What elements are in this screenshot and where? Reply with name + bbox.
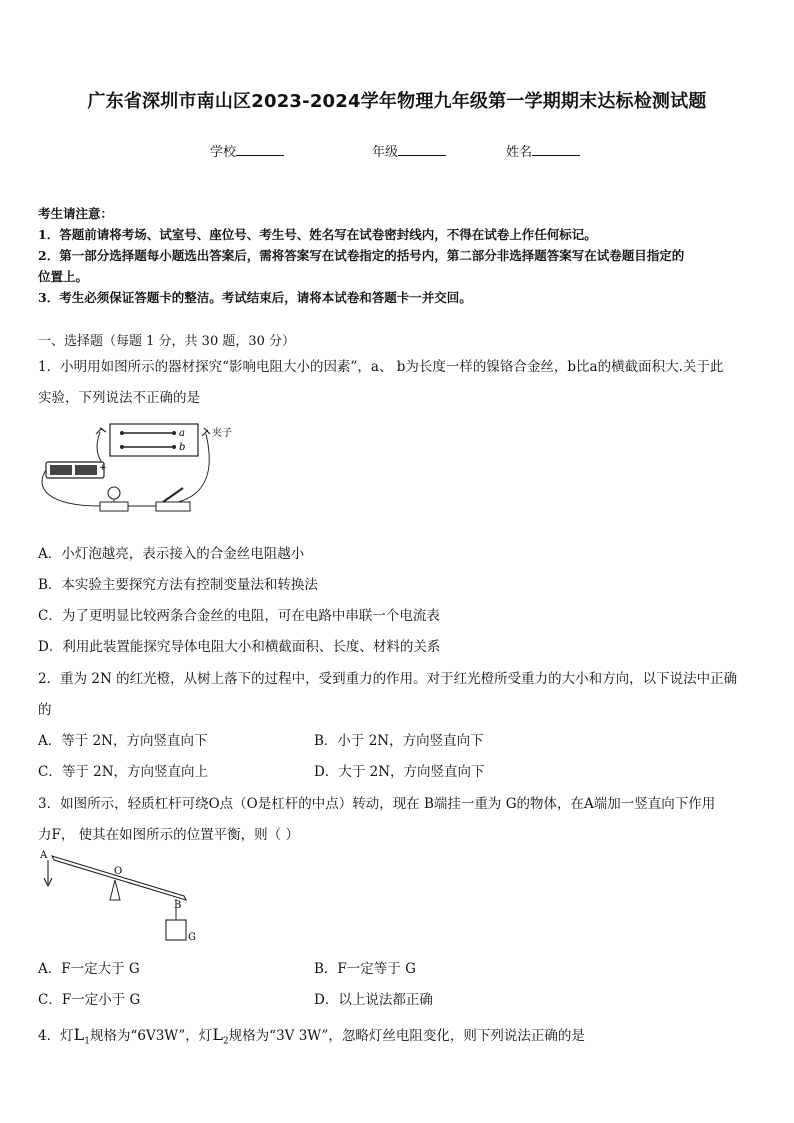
grade-blank — [398, 143, 446, 156]
clip-left — [96, 428, 106, 434]
name-label: 姓名 — [506, 145, 533, 160]
switch-base — [156, 502, 190, 511]
circuit-figure — [38, 418, 248, 518]
name-blank — [532, 143, 580, 156]
weight-block — [166, 920, 186, 940]
label-b: b — [179, 442, 186, 453]
school-field — [210, 141, 284, 160]
question-3-line: 3．如图所示，轻质杠杆可绕O点（O是杠杆的中点）转动，现在 B端挂一重为 G的物体，在A端加一竖直向下作用 — [38, 796, 716, 812]
school-label: 学校 — [210, 145, 237, 160]
fulcrum-icon — [110, 880, 120, 900]
school-blank — [236, 143, 284, 156]
lever-label-a: A — [40, 850, 48, 861]
label-a: a — [179, 428, 185, 439]
battery-cell-icon — [75, 465, 97, 475]
q2-option: C．等于 2N，方向竖直向上 — [38, 764, 209, 780]
q4-prefix: 4．灯 — [38, 1028, 74, 1044]
q3-option: C．F一定小于 G — [38, 992, 141, 1008]
q1-option: A．小灯泡越亮，表示接入的合金丝电阻越小 — [38, 546, 305, 562]
q2-option: B．小于 2N，方向竖直向下 — [314, 733, 484, 749]
question-2-line: 的 — [38, 702, 52, 718]
notice-heading: 考生请注意： — [38, 206, 114, 221]
clip-label: 夹子 — [212, 428, 232, 439]
q2-option: D．大于 2N，方向竖直向下 — [314, 764, 485, 780]
q4-sub-1: 1 — [84, 1036, 90, 1047]
notice-item: 2．第一部分选择题每小题选出答案后，需将答案写在试卷指定的括号内，第二部分非选择题答案写在试卷题目指定的 — [38, 248, 685, 263]
lever-figure — [38, 846, 208, 946]
q2-option: A．等于 2N，方向竖直向下 — [38, 733, 208, 749]
q4-lamp-1: L — [73, 1025, 85, 1044]
notice-item: 3．考生必须保证答题卡的整洁。考试结束后，请将本试卷和答题卡一并交回。 — [38, 290, 472, 305]
lever-label-o: O — [114, 866, 123, 877]
notice-item: 位置上。 — [38, 269, 89, 284]
switch-lever-icon — [163, 488, 183, 502]
lever-label-b: B — [174, 900, 182, 911]
battery-cell-icon — [50, 465, 72, 475]
grade-label: 年级 — [372, 145, 399, 160]
grade-field — [372, 141, 446, 160]
battery-plus: + — [99, 463, 107, 473]
bulb-icon — [108, 487, 120, 499]
q4-sub-2: 2 — [222, 1036, 229, 1047]
q1-option: C．为了更明显比较两条合金丝的电阻，可在电路中串联一个电流表 — [38, 608, 440, 624]
lever-bar — [52, 856, 186, 900]
notice-item: 1．答题前请将考场、试室号、座位号、考生号、姓名写在试卷密封线内，不得在试卷上作任何标记。 — [38, 227, 597, 242]
q4-lamp-2: L — [212, 1025, 223, 1044]
q3-option: B．F一定等于 G — [314, 961, 416, 977]
name-field — [506, 141, 580, 160]
q4-mid-1: 规格为“6V3W”，灯 — [89, 1028, 213, 1044]
question-1-line: 实验，下列说法不正确的是 — [38, 390, 200, 406]
section-heading: 一、选择题（每题 1 分，共 30 题，30 分） — [38, 334, 296, 349]
q3-option: A．F一定大于 G — [38, 961, 140, 977]
q4-mid-2: 规格为“3V 3W”，忽略灯丝电阻变化，则下列说法正确的是 — [228, 1028, 585, 1044]
question-1-line: 1．小明用如图所示的器材探究“影响电阻大小的因素”，a、 b为长度一样的镍铬合金丝，b比a的横截面积大.关于此 — [38, 359, 724, 375]
lamp-base — [100, 502, 128, 511]
question-3-line: 力F， 使其在如图所示的位置平衡，则（ ） — [38, 827, 299, 843]
weight-label-g: G — [188, 932, 196, 943]
q1-option: B．本实验主要探究方法有控制变量法和转换法 — [38, 577, 318, 593]
q3-option: D．以上说法都正确 — [314, 992, 433, 1008]
question-4-line — [38, 1024, 585, 1047]
q1-option: D．利用此装置能探究导体电阻大小和横截面积、长度、材料的关系 — [38, 639, 441, 655]
question-2-line: 2．重为 2N 的红光橙，从树上落下的过程中，受到重力的作用。对于红光橙所受重力的大小和方向，以下说法中正确 — [38, 671, 738, 687]
page-title: 广东省深圳市南山区2023-2024学年物理九年级第一学期期末达标检测试题 — [87, 91, 707, 112]
